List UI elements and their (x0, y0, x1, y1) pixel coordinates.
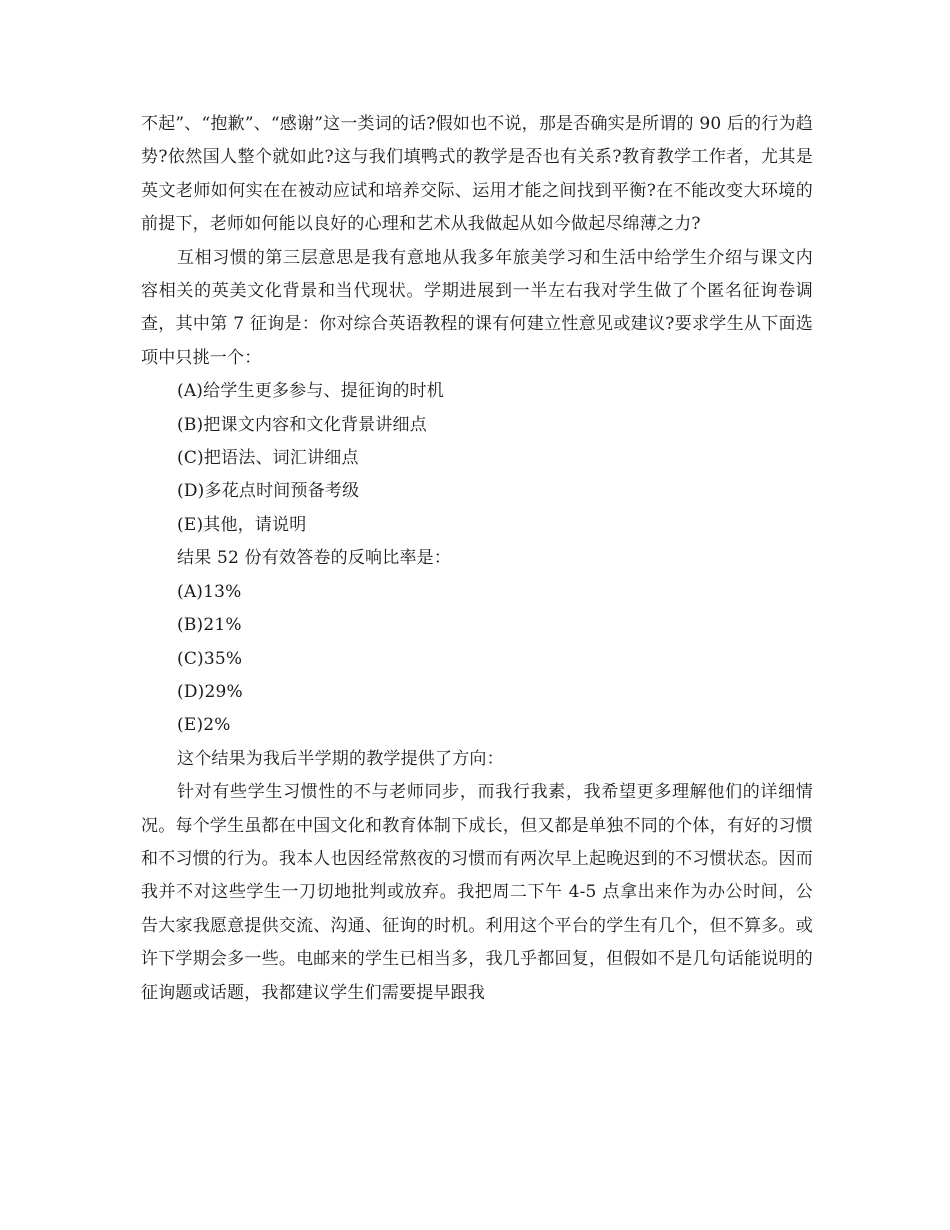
survey-option-b: (B)把课文内容和文化背景讲细点 (177, 414, 427, 435)
result-d: (D)29% (177, 681, 243, 702)
survey-option-e: (E)其他，请说明 (177, 514, 307, 535)
paragraph-survey-intro: 互相习惯的第三层意思是我有意地从我多年旅美学习和生活中给学生介绍与课文内容相关的英美文化背景和当代现状。学期进展到一半左右我对学生做了个匿名征询卷调查，其中第 7 征询是：你对综合英语教程的课有何建立性意见或建议?要求学生从下面选项中只挑一个： (141, 247, 813, 368)
result-b: (B)21% (177, 615, 242, 636)
paragraph-continuation: 不起”、“抱歉”、“感谢”这一类词的话?假如也不说，那是否确实是所谓的 90 后的行为趋势?依然国人整个就如此?这与我们填鸭式的教学是否也有关系?教育教学工作者，尤其是英文老师如何实在在被动应试和培养交际、运用才能之间找到平衡?在不能改变大环境的前提下，老师如何能以良好的心理和艺术从我做起从如今做起尽绵薄之力? (141, 114, 813, 235)
paragraph-office-hours: 针对有些学生习惯性的不与老师同步，而我行我素，我希望更多理解他们的详细情况。每个学生虽都在中国文化和教育体制下成长，但又都是单独不同的个体，有好的习惯和不习惯的行为。我本人也因经常熬夜的习惯而有两次早上起晚迟到的不习惯状态。因而我并不对这些学生一刀切地批判或放弃。我把周二下午 4-5 点拿出来作为办公时间，公告大家我愿意提供交流、沟通、征询的时机。利用这个平台的学生有几个，但不算多。或许下学期会多一些。电邮来的学生已相当多，我几乎都回复，但假如不是几句话能说明的征询题或话题，我都建议学生们需要提早跟我 (141, 782, 813, 1003)
result-c: (C)35% (177, 648, 243, 669)
result-a: (A)13% (177, 581, 242, 602)
survey-option-a: (A)给学生更多参与、提征询的时机 (177, 381, 444, 402)
survey-option-d: (D)多花点时间预备考级 (177, 481, 360, 502)
document-body (141, 108, 813, 1010)
result-e: (E)2% (177, 715, 231, 736)
result-intro: 结果 52 份有效答卷的反响比率是： (177, 548, 452, 569)
paragraph-direction: 这个结果为我后半学期的教学提供了方向： (177, 748, 504, 769)
survey-option-c: (C)把语法、词汇讲细点 (177, 448, 359, 469)
